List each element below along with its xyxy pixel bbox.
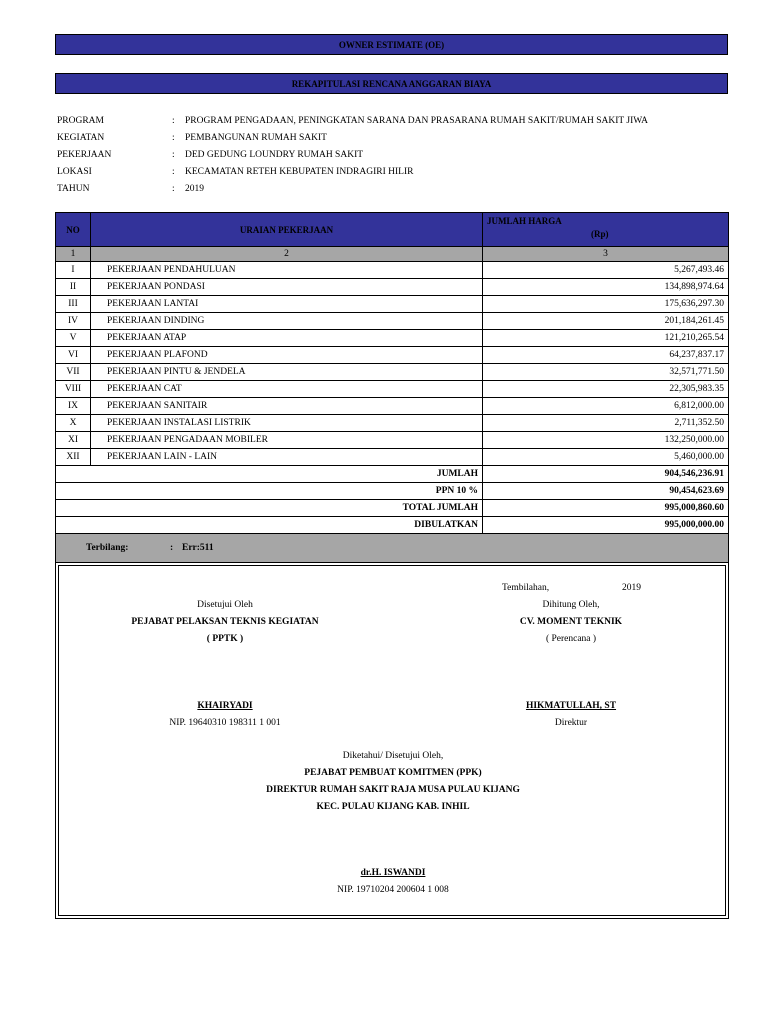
row-no: I [56, 262, 91, 278]
row-desc: PEKERJAAN SANITAIR [91, 398, 483, 414]
terbilang-colon: : [170, 543, 174, 553]
row-desc: PEKERJAAN DINDING [91, 313, 483, 329]
row-no: IX [56, 398, 91, 414]
row-desc: PEKERJAAN PENDAHULUAN [91, 262, 483, 278]
left-subtitle: ( PPTK ) [206, 634, 244, 644]
bottom-line2: DIREKTUR RUMAH SAKIT RAJA MUSA PULAU KIJANG [266, 785, 520, 795]
info-label: KEGIATAN [57, 133, 105, 143]
header-amount-unit: (Rp) [591, 229, 609, 239]
bottom-known-by: Diketahui/ Disetujui Oleh, [342, 751, 444, 761]
info-row-lokasi [57, 164, 648, 181]
info-label: PEKERJAAN [57, 150, 112, 160]
summary-amount: 995,000,000.00 [664, 520, 724, 530]
table-row [56, 330, 728, 347]
budget-table [55, 212, 729, 919]
table-row [56, 262, 728, 279]
row-amount: 132,250,000.00 [664, 435, 724, 445]
info-label: TAHUN [57, 184, 90, 194]
document-title: OWNER ESTIMATE (OE) [55, 34, 728, 55]
terbilang-value: Err:511 [182, 543, 214, 553]
row-desc: PEKERJAAN CAT [91, 381, 483, 397]
row-amount: 64,237,837.17 [669, 350, 724, 360]
row-desc: PEKERJAAN ATAP [91, 330, 483, 346]
column-number: 2 [91, 247, 483, 261]
terbilang-label: Terbilang: [86, 543, 129, 553]
table-row [56, 364, 728, 381]
summary-amount: 995,000,860.60 [664, 503, 724, 513]
row-no: X [56, 415, 91, 431]
row-desc: PEKERJAAN PINTU & JENDELA [91, 364, 483, 380]
info-value: KECAMATAN RETEH KEBUPATEN INDRAGIRI HILIR [185, 167, 414, 177]
row-desc: PEKERJAAN LAIN - LAIN [91, 449, 483, 465]
row-amount: 22,305,983.35 [669, 384, 724, 394]
summary-label: DIBULATKAN [56, 517, 483, 533]
right-title: CV. MOMENT TEKNIK [519, 617, 623, 627]
info-row-program [57, 113, 648, 130]
row-amount: 2,711,352.50 [674, 418, 724, 428]
right-signer-position: Direktur [554, 718, 588, 728]
info-row-tahun [57, 181, 648, 198]
info-value: PROGRAM PENGADAAN, PENINGKATAN SARANA DAN PRASARANA RUMAH SAKIT/RUMAH SAKIT JIWA [185, 116, 649, 126]
summary-label: PPN 10 % [56, 483, 483, 499]
sign-place: Tembilahan, [502, 583, 550, 593]
row-no: VIII [56, 381, 91, 397]
project-info [57, 113, 648, 198]
signature-block [56, 563, 728, 918]
row-no: XI [56, 432, 91, 448]
info-colon: : [172, 150, 175, 160]
row-no: II [56, 279, 91, 295]
header-desc: URAIAN PEKERJAAN [91, 213, 483, 246]
left-approved-by: Disetujui Oleh [197, 600, 253, 610]
row-amount: 32,571,771.50 [669, 367, 724, 377]
sign-year: 2019 [622, 583, 641, 593]
info-row-pekerjaan [57, 147, 648, 164]
document-subtitle: REKAPITULASI RENCANA ANGGARAN BIAYA [55, 73, 728, 94]
right-signer-name: HIKMATULLAH, ST [525, 701, 617, 711]
summary-row-jumlah [56, 466, 728, 483]
header-amount-label: JUMLAH HARGA [487, 216, 562, 226]
info-colon: : [172, 184, 175, 194]
row-desc: PEKERJAAN PENGADAAN MOBILER [91, 432, 483, 448]
row-amount: 134,898,974.64 [664, 282, 724, 292]
summary-row-ppn [56, 483, 728, 500]
bottom-signer-nip: NIP. 19710204 200604 1 008 [337, 885, 449, 895]
summary-amount: 90,454,623.69 [669, 486, 724, 496]
row-no: V [56, 330, 91, 346]
signature-frame [58, 565, 726, 916]
table-row [56, 347, 728, 364]
column-number: 3 [603, 249, 608, 259]
column-number-row [56, 247, 728, 262]
table-row [56, 432, 728, 449]
bottom-signer-name: dr.H. ISWANDI [360, 868, 426, 878]
column-number: 1 [56, 247, 91, 261]
row-no: VI [56, 347, 91, 363]
left-title: PEJABAT PELAKSAN TEKNIS KEGIATAN [131, 617, 319, 627]
summary-row-total [56, 500, 728, 517]
summary-amount: 904,546,236.91 [664, 469, 724, 479]
header-no: NO [56, 213, 91, 246]
summary-label: TOTAL JUMLAH [56, 500, 483, 516]
row-no: VII [56, 364, 91, 380]
info-colon: : [172, 133, 175, 143]
info-label: LOKASI [57, 167, 92, 177]
info-value: PEMBANGUNAN RUMAH SAKIT [185, 133, 327, 143]
info-row-kegiatan [57, 130, 648, 147]
row-amount: 121,210,265.54 [664, 333, 724, 343]
summary-label: JUMLAH [56, 466, 483, 482]
row-desc: PEKERJAAN INSTALASI LISTRIK [91, 415, 483, 431]
info-label: PROGRAM [57, 116, 104, 126]
info-colon: : [172, 116, 175, 126]
row-no: III [56, 296, 91, 312]
row-amount: 5,460,000.00 [674, 452, 724, 462]
row-no: XII [56, 449, 91, 465]
table-row [56, 381, 728, 398]
left-signer-nip: NIP. 19640310 198311 1 001 [169, 718, 281, 728]
summary-row-dibulatkan [56, 517, 728, 534]
row-amount: 6,812,000.00 [674, 401, 724, 411]
left-signer-name: KHAIRYADI [197, 701, 253, 711]
right-subtitle: ( Perencana ) [545, 634, 597, 644]
info-value: 2019 [185, 184, 204, 194]
right-counted-by: Dihitung Oleh, [542, 600, 600, 610]
header-amount [483, 213, 728, 246]
row-desc: PEKERJAAN PLAFOND [91, 347, 483, 363]
table-row [56, 296, 728, 313]
row-amount: 201,184,261.45 [664, 316, 724, 326]
table-row [56, 398, 728, 415]
terbilang-row [56, 534, 728, 563]
table-row [56, 313, 728, 330]
bottom-line3: KEC. PULAU KIJANG KAB. INHIL [316, 802, 470, 812]
info-value: DED GEDUNG LOUNDRY RUMAH SAKIT [185, 150, 364, 160]
table-row [56, 449, 728, 466]
table-row [56, 415, 728, 432]
table-header [56, 213, 728, 247]
row-amount: 5,267,493.46 [674, 265, 724, 275]
info-colon: : [172, 167, 175, 177]
bottom-line1: PEJABAT PEMBUAT KOMITMEN (PPK) [304, 768, 482, 778]
row-desc: PEKERJAAN LANTAI [91, 296, 483, 312]
row-desc: PEKERJAAN PONDASI [91, 279, 483, 295]
table-row [56, 279, 728, 296]
row-amount: 175,636,297.30 [664, 299, 724, 309]
row-no: IV [56, 313, 91, 329]
